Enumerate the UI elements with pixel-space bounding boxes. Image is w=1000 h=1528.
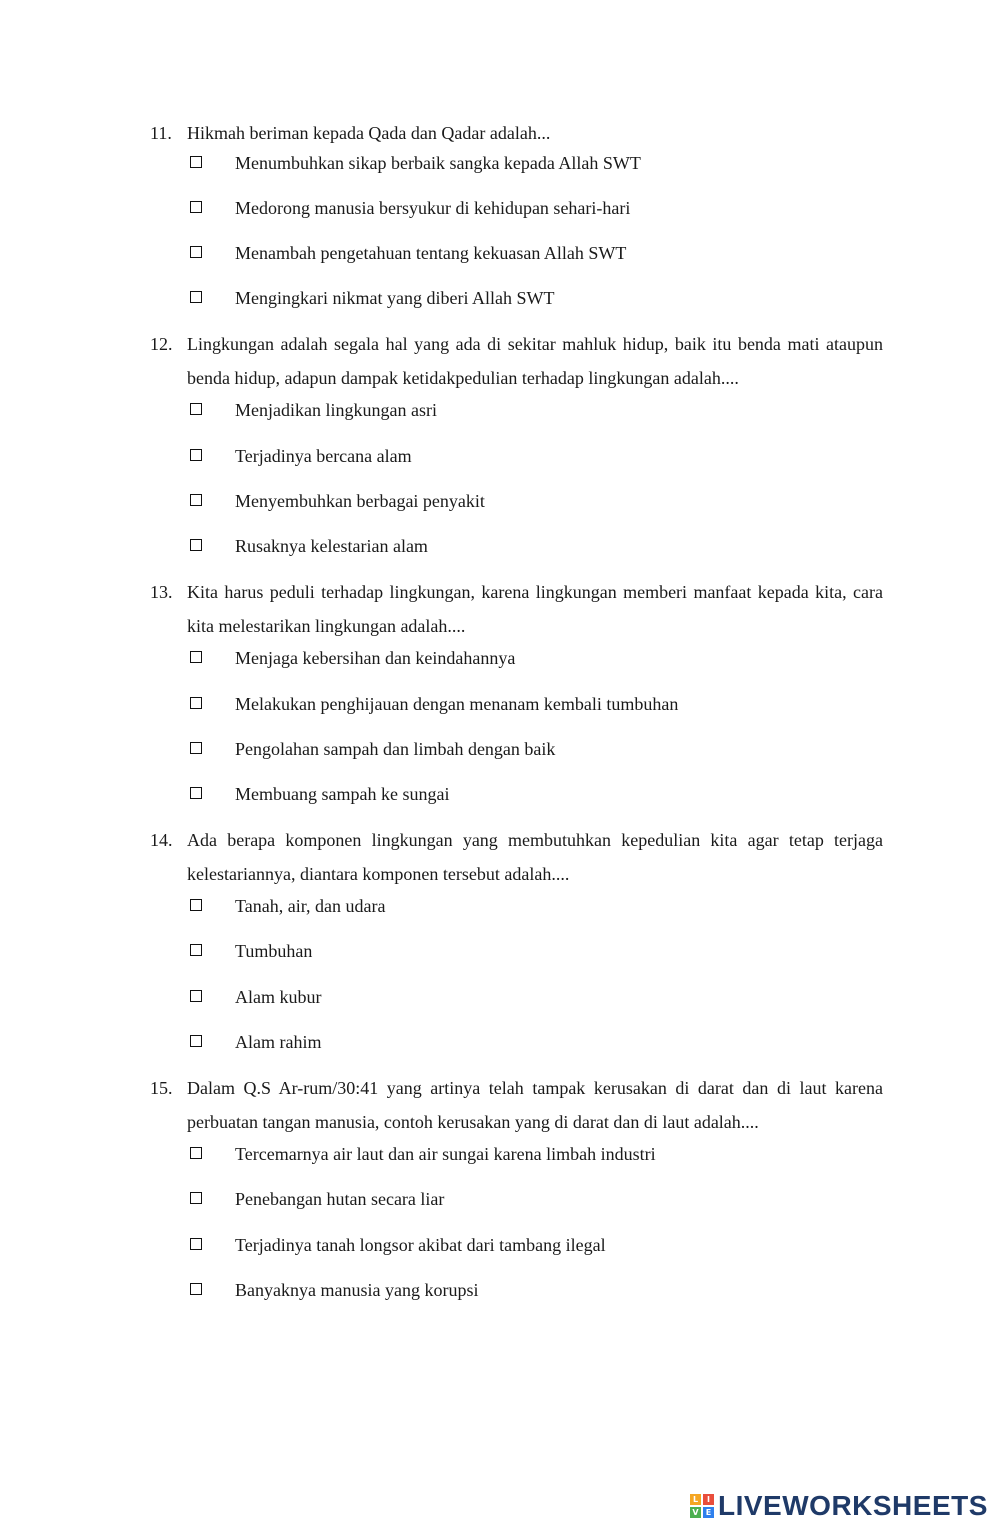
checkbox[interactable] [190,1192,202,1204]
option-label: Menyembuhkan berbagai penyakit [235,491,485,511]
checkbox[interactable] [190,787,202,799]
checkbox[interactable] [190,1147,202,1159]
logo-tile: V [690,1507,701,1518]
question-number: 14. [150,830,173,850]
question-text: Lingkungan adalah segala hal yang ada di sekitar mahluk hidup, baik itu benda mati ataupun benda hidup, adapun dampak ketidakpedulian terhadap lingkungan adalah.... [187,334,883,388]
checkbox[interactable] [190,651,202,663]
logo-mark-icon [690,1494,714,1518]
question-11 [150,116,883,150]
checkbox[interactable] [190,449,202,461]
checkbox[interactable] [190,742,202,754]
liveworksheets-logo[interactable] [690,1490,988,1522]
option-label: Rusaknya kelestarian alam [235,536,428,556]
checkbox[interactable] [190,944,202,956]
option-label: Tumbuhan [235,941,313,961]
question-number: 12. [150,334,173,354]
checkbox[interactable] [190,1035,202,1047]
logo-tile: I [703,1494,714,1505]
option-label: Banyaknya manusia yang korupsi [235,1280,479,1300]
checkbox[interactable] [190,1238,202,1250]
option-label: Pengolahan sampah dan limbah dengan baik [235,739,556,759]
question-number: 11. [150,123,172,143]
checkbox[interactable] [190,1283,202,1295]
question-12 [150,327,883,395]
question-text: Ada berapa komponen lingkungan yang membutuhkan kepedulian kita agar tetap terjaga kelestariannya, diantara komponen tersebut adalah.... [187,830,883,884]
option-label: Menambah pengetahuan tentang kekuasan Allah SWT [235,243,627,263]
option-label: Mengingkari nikmat yang diberi Allah SWT [235,288,555,308]
option-label: Medorong manusia bersyukur di kehidupan sehari-hari [235,198,631,218]
option-label: Terjadinya tanah longsor akibat dari tambang ilegal [235,1235,606,1255]
checkbox[interactable] [190,697,202,709]
question-text: Hikmah beriman kepada Qada dan Qadar adalah... [187,123,551,143]
option-label: Menjadikan lingkungan asri [235,400,437,420]
question-15 [150,1071,883,1139]
brand-name: LIVEWORKSHEETS [718,1490,988,1521]
checkbox[interactable] [190,246,202,258]
checkbox[interactable] [190,201,202,213]
checkbox[interactable] [190,403,202,415]
option-label: Menjaga kebersihan dan keindahannya [235,648,516,668]
checkbox[interactable] [190,990,202,1002]
option-label: Tercemarnya air laut dan air sungai karena limbah industri [235,1144,656,1164]
logo-tile: E [703,1507,714,1518]
checkbox[interactable] [190,539,202,551]
checkbox[interactable] [190,494,202,506]
option-label: Melakukan penghijauan dengan menanam kembali tumbuhan [235,694,679,714]
question-text: Kita harus peduli terhadap lingkungan, karena lingkungan memberi manfaat kepada kita, cara kita melestarikan lingkungan adalah.... [187,582,883,636]
option-label: Penebangan hutan secara liar [235,1189,445,1209]
option-label: Tanah, air, dan udara [235,896,386,916]
option-label: Membuang sampah ke sungai [235,784,450,804]
question-14 [150,823,883,891]
option-label: Alam rahim [235,1032,322,1052]
question-number: 13. [150,582,173,602]
option-label: Terjadinya bercana alam [235,446,412,466]
checkbox[interactable] [190,899,202,911]
option-label: Menumbuhkan sikap berbaik sangka kepada Allah SWT [235,153,641,173]
option-label: Alam kubur [235,987,322,1007]
checkbox[interactable] [190,291,202,303]
logo-tile: L [690,1494,701,1505]
question-number: 15. [150,1078,173,1098]
checkbox[interactable] [190,156,202,168]
question-text: Dalam Q.S Ar-rum/30:41 yang artinya telah tampak kerusakan di darat dan di laut karena perbuatan tangan manusia, contoh kerusakan yang di darat dan di laut adalah.... [187,1078,883,1132]
question-13 [150,575,883,643]
